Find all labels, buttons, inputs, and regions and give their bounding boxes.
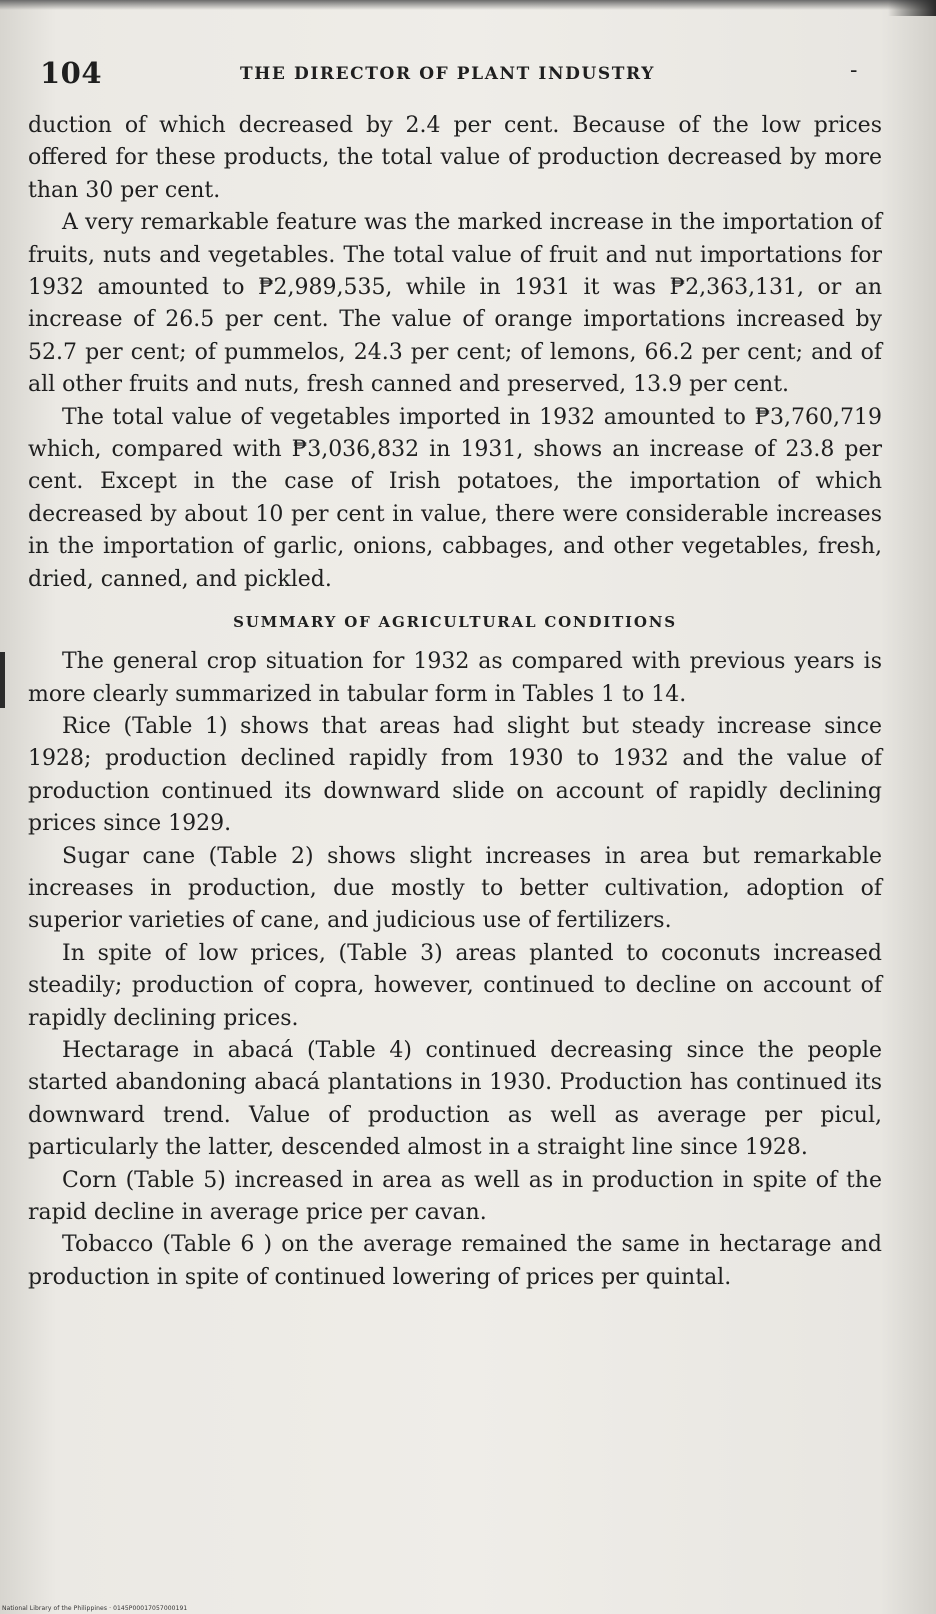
paragraph-tobacco: Tobacco (Table 6 ) on the average remained the same in hectarage and production in spite of continued lowering of prices per quintal. xyxy=(28,1232,882,1290)
body-text xyxy=(28,110,882,1294)
paragraph-corn: Corn (Table 5) increased in area as well as in production in spite of the rapid decline in average price per cavan. xyxy=(28,1167,882,1225)
paragraph-sugar-cane: Sugar cane (Table 2) shows slight increases in area but remarkable increases in production, due mostly to better cultivation, adoption of superior varieties of cane, and judicious use of fertilizers. xyxy=(28,843,882,934)
running-head: THE DIRECTOR OF PLANT INDUSTRY xyxy=(240,64,655,84)
page-header xyxy=(40,56,896,96)
section-heading: SUMMARY OF AGRICULTURAL CONDITIONS xyxy=(233,613,677,632)
paragraph-coconuts: In spite of low prices, (Table 3) areas planted to coconuts increased steadily; production of copra, however, continued to decline on account of rapidly declining prices. xyxy=(28,940,882,1031)
scan-footer: National Library of the Philippines · 0145P00017057000191 xyxy=(2,1605,188,1612)
paragraph-crop-situation: The general crop situation for 1932 as compared with previous years is more clearly summarized in tabular form in Tables 1 to 14. xyxy=(28,649,882,707)
paragraph-abaca: Hectarage in abacá (Table 4) continued decreasing since the people started abandoning abacá plantations in 1930. Production has continued its downward trend. Value of production as well as average per picul, particularly the latter, descended almost in a straight line since 1928. xyxy=(28,1037,882,1161)
header-mark: - xyxy=(850,58,858,83)
paragraph-fruit-imports: A very remarkable feature was the marked increase in the importation of fruits, nuts and vegetables. The total value of fruit and nut importations for 1932 amounted to ₱2,989,535, while in 1931 it was ₱2,363,131, or an increase of 26.5 per cent. The value of orange importations increased by 52.7 per cent; of pummelos, 24.3 per cent; of lemons, 66.2 per cent; and of all other fruits and nuts, fresh canned and preserved, 13.9 per cent. xyxy=(28,210,882,398)
scan-edge-shadow xyxy=(0,0,936,10)
paragraph-continuation: duction of which decreased by 2.4 per cent. Because of the low prices offered for these products, the total value of production decreased by more than 30 per cent. xyxy=(28,113,882,203)
scan-corner-shadow xyxy=(888,0,936,16)
paragraph-rice: Rice (Table 1) shows that areas had slight but steady increase since 1928; production declined rapidly from 1930 to 1932 and the value of production continued its downward slide on account of rapidly declining prices since 1929. xyxy=(28,713,882,837)
page-number: 104 xyxy=(40,56,103,90)
paragraph-vegetable-imports: The total value of vegetables imported in 1932 amounted to ₱3,760,719 which, compared with ₱3,036,832 in 1931, shows an increase of 23.8 per cent. Except in the case of Irish potatoes, the importation of which decreased by about 10 per cent in value, there were considerable increases in the importation of garlic, onions, cabbages, and other vegetables, fresh, dried, canned, and pickled. xyxy=(28,404,882,592)
binding-mark xyxy=(0,652,5,708)
